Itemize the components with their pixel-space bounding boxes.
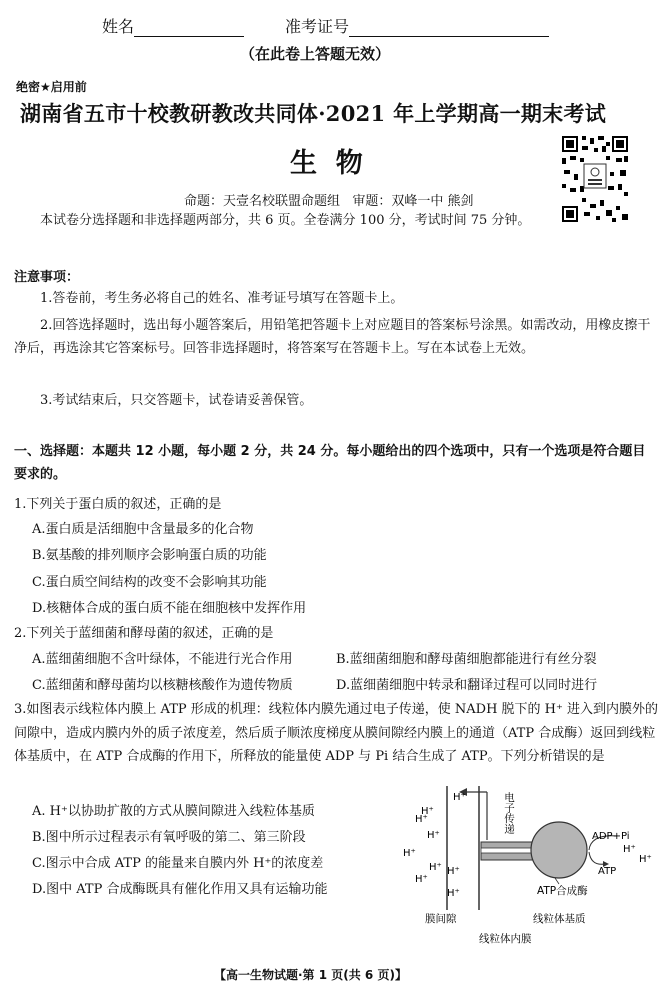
option-c[interactable]: C.蓝细菌和酵母菌均以核糖核酸作为遗传物质 [32,678,293,693]
option-d[interactable]: D.核糖体合成的蛋白质不能在细胞核中发挥作用 [32,601,307,616]
notice-heading: 注意事项： [14,270,80,285]
question-stem: 3.如图表示线粒体内膜上 ATP 形成的机理：线粒体内膜先通过电子传递，使 NADH 脱下的 H⁺ 进入到内膜外的间隙中，造成内膜内外的质子浓度差，然后质子顺浓度梯度从膜间隙经内膜上的通道（ATP 合成酶）返回到线粒体基质中，在 ATP 合成酶的作用下，所释放的能量使 ADP 与 Pi 结合生成了 ATP。下列分析错误的是 [14,702,659,764]
question-stem: 2.下列关于蓝细菌和酵母菌的叙述，正确的是 [14,626,274,641]
exam-intro: 本试卷分选择题和非选择题两部分，共 6 页。全卷满分 100 分，考试时间 75 分钟。 [40,213,531,228]
option-b[interactable]: B.图中所示过程表示有氧呼吸的第二、第三阶段 [32,830,306,845]
qr-code-icon [560,134,630,224]
option-d[interactable]: D.图中 ATP 合成酶既具有催化作用又具有运输功能 [32,882,328,897]
qr-code [560,134,630,224]
notice-item: 3.考试结束后，只交答题卡，试卷请妥善保管。 [40,393,313,408]
option-a[interactable]: A. H⁺以协助扩散的方式从膜间隙进入线粒体基质 [32,804,315,819]
notice-item: 2.回答选择题时，选出每小题答案后，用铅笔把答题卡上对应题目的答案标号涂黑。如需改动，用橡皮擦干净后，再选涂其它答案标号。回答非选择题时，将答案写在答题卡上。写在本试卷上无效。 [14,318,651,356]
atp-synthesis-diagram [395,770,663,948]
notice-item: 1.答卷前，考生务必将自己的姓名、准考证号填写在答题卡上。 [40,291,404,306]
h-ion: H⁺ [453,792,466,803]
option-c[interactable]: C.图示中合成 ATP 的能量来自膜内外 H⁺的浓度差 [32,856,324,871]
authors-line: 命题：天壹名校联盟命题组 审题：双峰一中 熊剑 [184,194,474,209]
h-ion: H⁺ [447,888,460,899]
name-label: 姓名 [102,17,135,36]
ticket-blank [349,20,549,37]
adp-pi-label: ADP+Pi [592,831,630,842]
option-b[interactable]: B.氨基酸的排列顺序会影响蛋白质的功能 [32,548,267,563]
inner-membrane-label: 线粒体内膜 [479,933,532,945]
option-b[interactable]: B.蓝细菌细胞和酵母菌细胞都能进行有丝分裂 [336,652,597,667]
atp-synthase-label: ATP合成酶 [537,885,588,897]
h-ion: H⁺ [415,874,428,885]
exam-title: 湖南省五市十校教研教改共同体·2021 年上学期高一期末考试 [20,101,607,126]
question-stem: 1.下列关于蛋白质的叙述，正确的是 [14,497,222,512]
electron-transfer-label: 电子传递 [503,792,515,834]
atp-synthase-leader [555,878,559,884]
h-ion: H⁺ [447,866,460,877]
name-blank [134,20,244,37]
invalid-note: （在此卷上答题无效） [240,45,391,63]
atp-synthase-head [531,822,587,878]
h-ion: H⁺ [623,844,636,855]
option-d[interactable]: D.蓝细菌细胞中转录和翻译过程可以同时进行 [336,678,598,693]
secret-mark: 绝密★启用前 [16,80,87,94]
option-a[interactable]: A.蛋白质是活细胞中含量最多的化合物 [32,522,254,537]
page-footer: 【高一生物试题·第 1 页(共 6 页)】 [214,968,407,982]
name-field [102,14,244,37]
h-ion: H⁺ [427,830,440,841]
h-ion: H⁺ [421,806,434,817]
h-ion: H⁺ [639,854,652,865]
ticket-field [285,14,549,37]
subject-title: 生 物 [290,148,363,179]
option-a[interactable]: A.蓝细菌细胞不含叶绿体，不能进行光合作用 [32,652,293,667]
h-ion: H⁺ [415,814,428,825]
intermembrane-space-label: 膜间隙 [425,913,457,925]
option-c[interactable]: C.蛋白质空间结构的改变不会影响其功能 [32,575,267,590]
atp-arrow [589,852,605,864]
h-ion: H⁺ [429,862,442,873]
matrix-label: 线粒体基质 [533,913,586,925]
section-heading: 一、选择题：本题共 12 小题，每小题 2 分，共 24 分。每小题给出的四个选项中，只有一个选项是符合题目要求的。 [14,444,646,482]
atp-label: ATP [598,866,617,877]
h-ion: H⁺ [403,848,416,859]
ticket-label: 准考证号 [285,17,350,36]
